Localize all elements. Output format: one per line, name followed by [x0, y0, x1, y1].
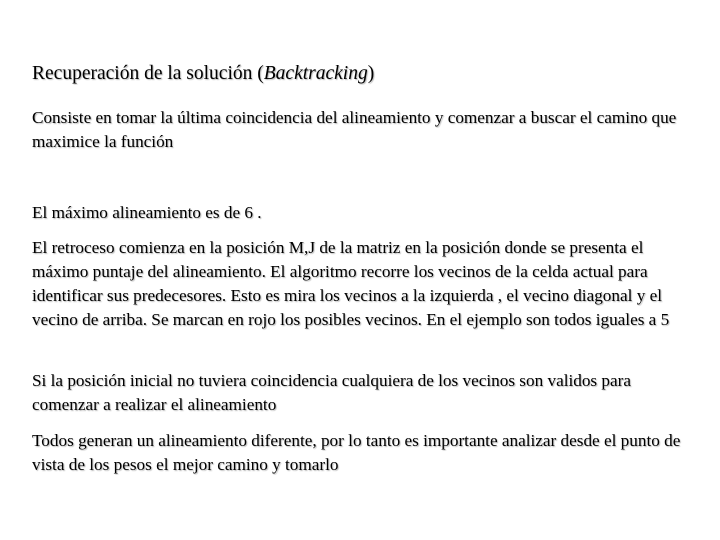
slide-title [32, 61, 692, 87]
paragraph-backtrack-process: El retroceso comienza en la posición M,J de la matriz en la posición donde se presenta el máximo puntaje del alineamiento. El algoritmo recorre los vecinos de la celda actual para identificar sus predecesores. Esto es mira los vecinos a la izquierda , el vecino diagonal y el vecino de arriba. Se marcan en rojo los posibles vecinos. En el ejemplo son todos iguales a 5 [32, 238, 670, 329]
title-text-after: ) [367, 63, 375, 84]
paragraph-different-alignments: Todos generan un alineamiento diferente, por lo tanto es importante analizar desde el punto de vista de los pesos el mejor camino y tomarlo [32, 431, 681, 474]
paragraph-initial-position: Si la posición inicial no tuviera coincidencia cualquiera de los vecinos son validos para comenzar a realizar el alineamiento [32, 371, 631, 414]
title-text-before: Recuperación de la solución ( [32, 63, 264, 84]
paragraph-definition: Consiste en tomar la última coincidencia del alineamiento y comenzar a buscar el camino que maximice la función [32, 108, 677, 151]
paragraph-max-alignment: El máximo alineamiento es de 6 . [32, 203, 262, 222]
title-emphasis: Backtracking [263, 63, 368, 84]
